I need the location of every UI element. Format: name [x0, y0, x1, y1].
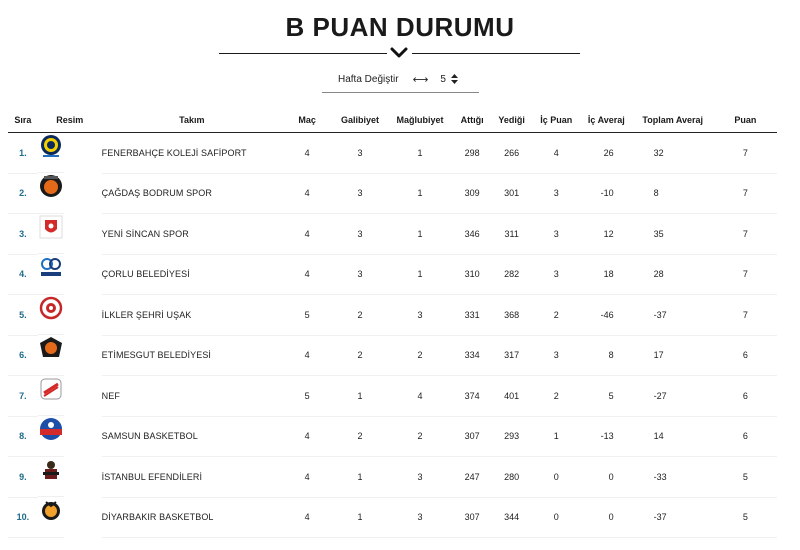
ic-averaj-cell: 8	[581, 335, 632, 376]
mac-cell: 4	[282, 457, 332, 498]
puan-cell: 5	[714, 497, 777, 538]
mac-cell: 4	[282, 214, 332, 255]
galibiyet-cell: 1	[332, 376, 387, 417]
toplam-averaj-cell: 8	[632, 173, 714, 214]
rank-cell: 8.	[8, 416, 38, 457]
attigi-cell: 331	[453, 295, 492, 336]
rank-cell: 10.	[8, 497, 38, 538]
table-row[interactable]	[8, 376, 777, 417]
attigi-cell: 307	[453, 497, 492, 538]
ic-puan-cell: 2	[532, 295, 581, 336]
team-name: ÇORLU BELEDİYESİ	[102, 254, 282, 295]
rank-cell: 7.	[8, 376, 38, 417]
logo-cell	[38, 416, 64, 457]
header-ic-puan: İç Puan	[532, 108, 581, 132]
ic-puan-cell: 0	[532, 497, 581, 538]
galibiyet-cell: 3	[332, 214, 387, 255]
attigi-cell: 334	[453, 335, 492, 376]
puan-cell: 7	[714, 173, 777, 214]
ic-puan-cell: 3	[532, 254, 581, 295]
puan-cell: 7	[714, 254, 777, 295]
ic-averaj-cell: 12	[581, 214, 632, 255]
yedigi-cell: 311	[492, 214, 532, 255]
galibiyet-cell: 3	[332, 254, 387, 295]
header-toplam-averaj: Toplam Averaj	[632, 108, 714, 132]
toplam-averaj-cell: 35	[632, 214, 714, 255]
puan-cell: 7	[714, 295, 777, 336]
etimesgut-logo	[38, 335, 64, 361]
puan-cell: 5	[714, 457, 777, 498]
istanbul-efendileri-logo	[38, 457, 64, 483]
maglubiyet-cell: 3	[388, 457, 453, 498]
usak-logo	[38, 295, 64, 321]
logo-cell	[38, 173, 64, 214]
mac-cell: 4	[282, 497, 332, 538]
ic-averaj-cell: -10	[581, 173, 632, 214]
logo-cell	[38, 133, 64, 174]
team-name: YENİ SİNCAN SPOR	[102, 214, 282, 255]
title-divider-right	[412, 53, 580, 54]
puan-cell: 7	[714, 132, 777, 173]
header-yedigi: Yediği	[492, 108, 532, 132]
yedigi-cell: 293	[492, 416, 532, 457]
ic-averaj-cell: -13	[581, 416, 632, 457]
toplam-averaj-cell: 32	[632, 132, 714, 173]
attigi-cell: 247	[453, 457, 492, 498]
mac-cell: 4	[282, 335, 332, 376]
header-maglubiyet: Mağlubiyet	[388, 108, 453, 132]
maglubiyet-cell: 1	[388, 132, 453, 173]
ic-puan-cell: 3	[532, 214, 581, 255]
ic-averaj-cell: 0	[581, 497, 632, 538]
logo-cell	[38, 335, 64, 376]
fenerbahce-logo	[38, 133, 64, 159]
toplam-averaj-cell: -37	[632, 497, 714, 538]
galibiyet-cell: 1	[332, 497, 387, 538]
table-row[interactable]	[8, 416, 777, 457]
logo-cell	[38, 214, 64, 255]
ic-puan-cell: 0	[532, 457, 581, 498]
title-divider-left	[219, 53, 387, 54]
maglubiyet-cell: 1	[388, 173, 453, 214]
table-row[interactable]	[8, 254, 777, 295]
rank-cell: 4.	[8, 254, 38, 295]
header-mac: Maç	[282, 108, 332, 132]
header-puan: Puan	[714, 108, 777, 132]
yedigi-cell: 280	[492, 457, 532, 498]
table-row[interactable]	[8, 497, 777, 538]
diyarbakir-logo	[38, 497, 64, 523]
ic-puan-cell: 3	[532, 173, 581, 214]
week-selector-label: Hafta Değiştir	[338, 73, 399, 85]
ic-puan-cell: 1	[532, 416, 581, 457]
galibiyet-cell: 2	[332, 416, 387, 457]
maglubiyet-cell: 1	[388, 254, 453, 295]
galibiyet-cell: 3	[332, 173, 387, 214]
toplam-averaj-cell: -37	[632, 295, 714, 336]
puan-cell: 7	[714, 214, 777, 255]
mac-cell: 4	[282, 132, 332, 173]
ic-puan-cell: 3	[532, 335, 581, 376]
header-takim: Takım	[102, 108, 282, 132]
yedigi-cell: 368	[492, 295, 532, 336]
attigi-cell: 374	[453, 376, 492, 417]
ic-averaj-cell: 26	[581, 132, 632, 173]
table-row[interactable]	[8, 173, 777, 214]
toplam-averaj-cell: -33	[632, 457, 714, 498]
standings-table	[8, 108, 777, 538]
yedigi-cell: 401	[492, 376, 532, 417]
maglubiyet-cell: 1	[388, 214, 453, 255]
attigi-cell: 346	[453, 214, 492, 255]
galibiyet-cell: 1	[332, 457, 387, 498]
chevron-down-icon[interactable]	[389, 46, 409, 60]
mac-cell: 4	[282, 173, 332, 214]
week-value[interactable]: 5	[440, 73, 446, 85]
toplam-averaj-cell: 28	[632, 254, 714, 295]
ic-averaj-cell: 18	[581, 254, 632, 295]
rank-cell: 6.	[8, 335, 38, 376]
maglubiyet-cell: 4	[388, 376, 453, 417]
week-selector[interactable]	[322, 66, 479, 93]
nef-logo	[38, 376, 64, 402]
rank-cell: 1.	[8, 132, 38, 173]
yedigi-cell: 317	[492, 335, 532, 376]
sincan-logo	[38, 214, 64, 240]
logo-cell	[38, 497, 64, 538]
table-row[interactable]	[8, 132, 777, 173]
team-name: DİYARBAKIR BASKETBOL	[102, 497, 282, 538]
team-name: İLKLER ŞEHRİ UŞAK	[102, 295, 282, 336]
table-row[interactable]	[8, 335, 777, 376]
table-header-row	[8, 108, 777, 132]
yedigi-cell: 266	[492, 132, 532, 173]
ic-puan-cell: 2	[532, 376, 581, 417]
attigi-cell: 310	[453, 254, 492, 295]
table-row[interactable]	[8, 214, 777, 255]
header-attigi: Attığı	[453, 108, 492, 132]
logo-cell	[38, 254, 64, 295]
table-row[interactable]	[8, 457, 777, 498]
yedigi-cell: 301	[492, 173, 532, 214]
table-row[interactable]	[8, 295, 777, 336]
rank-cell: 9.	[8, 457, 38, 498]
galibiyet-cell: 2	[332, 295, 387, 336]
bodrum-logo	[38, 173, 64, 199]
ic-averaj-cell: 5	[581, 376, 632, 417]
logo-cell	[38, 457, 64, 498]
left-right-arrow-icon: ⟷	[412, 73, 429, 86]
team-name: SAMSUN BASKETBOL	[102, 416, 282, 457]
stepper-icon[interactable]	[451, 74, 458, 84]
team-name: ETİMESGUT BELEDİYESİ	[102, 335, 282, 376]
toplam-averaj-cell: -27	[632, 376, 714, 417]
yedigi-cell: 344	[492, 497, 532, 538]
puan-cell: 6	[714, 416, 777, 457]
team-name: NEF	[102, 376, 282, 417]
attigi-cell: 309	[453, 173, 492, 214]
team-name: ÇAĞDAŞ BODRUM SPOR	[102, 173, 282, 214]
header-galibiyet: Galibiyet	[332, 108, 387, 132]
galibiyet-cell: 2	[332, 335, 387, 376]
ic-puan-cell: 4	[532, 132, 581, 173]
attigi-cell: 307	[453, 416, 492, 457]
logo-cell	[38, 295, 64, 336]
puan-cell: 6	[714, 376, 777, 417]
header-resim: Resim	[38, 108, 102, 132]
toplam-averaj-cell: 14	[632, 416, 714, 457]
samsun-logo	[38, 416, 64, 442]
mac-cell: 5	[282, 376, 332, 417]
ic-averaj-cell: -46	[581, 295, 632, 336]
mac-cell: 4	[282, 416, 332, 457]
attigi-cell: 298	[453, 132, 492, 173]
team-name: FENERBAHÇE KOLEJİ SAFİPORT	[102, 132, 282, 173]
yedigi-cell: 282	[492, 254, 532, 295]
corlu-logo	[38, 254, 64, 280]
toplam-averaj-cell: 17	[632, 335, 714, 376]
maglubiyet-cell: 3	[388, 497, 453, 538]
header-ic-averaj: İç Averaj	[581, 108, 632, 132]
rank-cell: 2.	[8, 173, 38, 214]
ic-averaj-cell: 0	[581, 457, 632, 498]
header-sira: Sıra	[8, 108, 38, 132]
maglubiyet-cell: 3	[388, 295, 453, 336]
team-name: İSTANBUL EFENDİLERİ	[102, 457, 282, 498]
rank-cell: 3.	[8, 214, 38, 255]
mac-cell: 4	[282, 254, 332, 295]
logo-cell	[38, 376, 64, 417]
maglubiyet-cell: 2	[388, 416, 453, 457]
galibiyet-cell: 3	[332, 132, 387, 173]
mac-cell: 5	[282, 295, 332, 336]
rank-cell: 5.	[8, 295, 38, 336]
puan-cell: 6	[714, 335, 777, 376]
page-title: B PUAN DURUMU	[285, 12, 515, 42]
maglubiyet-cell: 2	[388, 335, 453, 376]
